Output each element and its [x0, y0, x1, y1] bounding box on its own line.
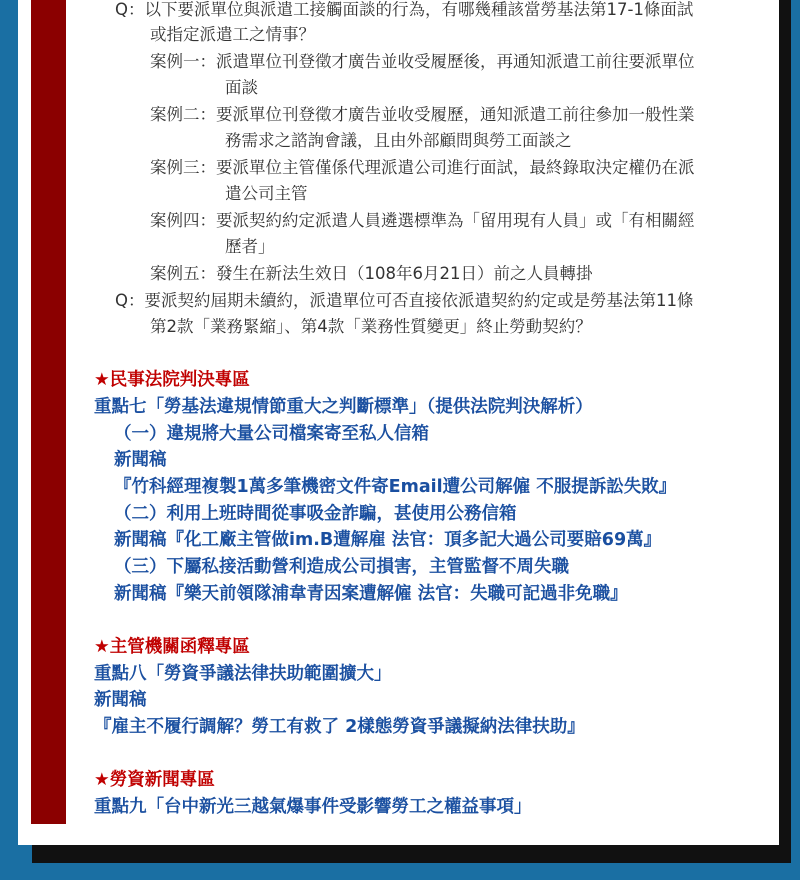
- case2-line2: 務需求之諮詢會議，且由外部顧問與勞工面談之: [225, 131, 572, 150]
- case3-line1: 案例三：要派單位主管僅係代理派遣公司進行面試，最終錄取決定權仍在派: [150, 158, 695, 177]
- civil-heading: ★民事法院判決專區: [94, 370, 250, 390]
- q1-line2: 或指定派遣工之情事？: [150, 25, 315, 44]
- case1-line2: 面談: [225, 78, 258, 97]
- q1-line1: Q：以下要派單位與派遣工接觸面談的行為，有哪幾種該當勞基法第17-1條面試: [115, 0, 694, 19]
- case4-line1: 案例四：要派契約約定派遣人員遴選標準為「留用現有人員」或「有相關經: [150, 211, 695, 230]
- case1-line1: 案例一：派遣單位刊登徵才廣告並收受履歷後，再通知派遣工前往要派單位: [150, 52, 695, 71]
- page-shadow-right: [779, 0, 791, 863]
- news1-link[interactable]: 『竹科經理複製1萬多筆機密文件寄Email遭公司解僱 不服提訴訟失敗』: [114, 477, 677, 497]
- news4-link[interactable]: 『雇主不履行調解？勞工有救了 2樣態勞資爭議擬納法律扶助』: [94, 717, 585, 737]
- news-label-1: 新聞稿: [114, 450, 167, 470]
- q2-line2: 第2款「業務緊縮」、第4款「業務性質變更」終止勞動契約？: [150, 317, 592, 336]
- point7-item1: （一）違規將大量公司檔案寄至私人信箱: [114, 424, 429, 444]
- news3-link[interactable]: 新聞稿『樂天前領隊浦韋青因案遭解僱 法官：失職可記過非免職』: [114, 584, 628, 604]
- point8-link[interactable]: 重點八「勞資爭議法律扶助範圍擴大」: [94, 664, 392, 684]
- page-shadow-bottom: [32, 845, 782, 863]
- case5: 案例五：發生在新法生效日（108年6月21日）前之人員轉掛: [150, 264, 593, 283]
- case3-line2: 遣公司主管: [225, 184, 308, 203]
- news-label-2: 新聞稿: [94, 690, 147, 710]
- authority-heading: ★主管機關函釋專區: [94, 637, 250, 657]
- news2-link[interactable]: 新聞稿『化工廠主管做im.B遭解雇 法官：頂多記大過公司要賠69萬』: [114, 530, 662, 550]
- point7-item3: （三）下屬私接活動營利造成公司損害，主管監督不周失職: [114, 557, 569, 577]
- labor-news-heading: ★勞資新聞專區: [94, 770, 215, 790]
- point7-link[interactable]: 重點七「勞基法違規情節重大之判斷標準」（提供法院判決解析）: [94, 397, 593, 417]
- red-side-bar: [31, 0, 66, 824]
- case4-line2: 歷者」: [225, 237, 275, 256]
- point7-item2: （二）利用上班時間從事吸金詐騙，甚使用公務信箱: [114, 504, 517, 524]
- case2-line1: 案例二：要派單位刊登徵才廣告並收受履歷，通知派遣工前往參加一般性業: [150, 105, 695, 124]
- q2-line1: Q：要派契約屆期未續約，派遣單位可否直接依派遣契約約定或是勞基法第11條: [115, 291, 694, 310]
- point9-link[interactable]: 重點九「台中新光三越氣爆事件受影響勞工之權益事項」: [94, 797, 532, 817]
